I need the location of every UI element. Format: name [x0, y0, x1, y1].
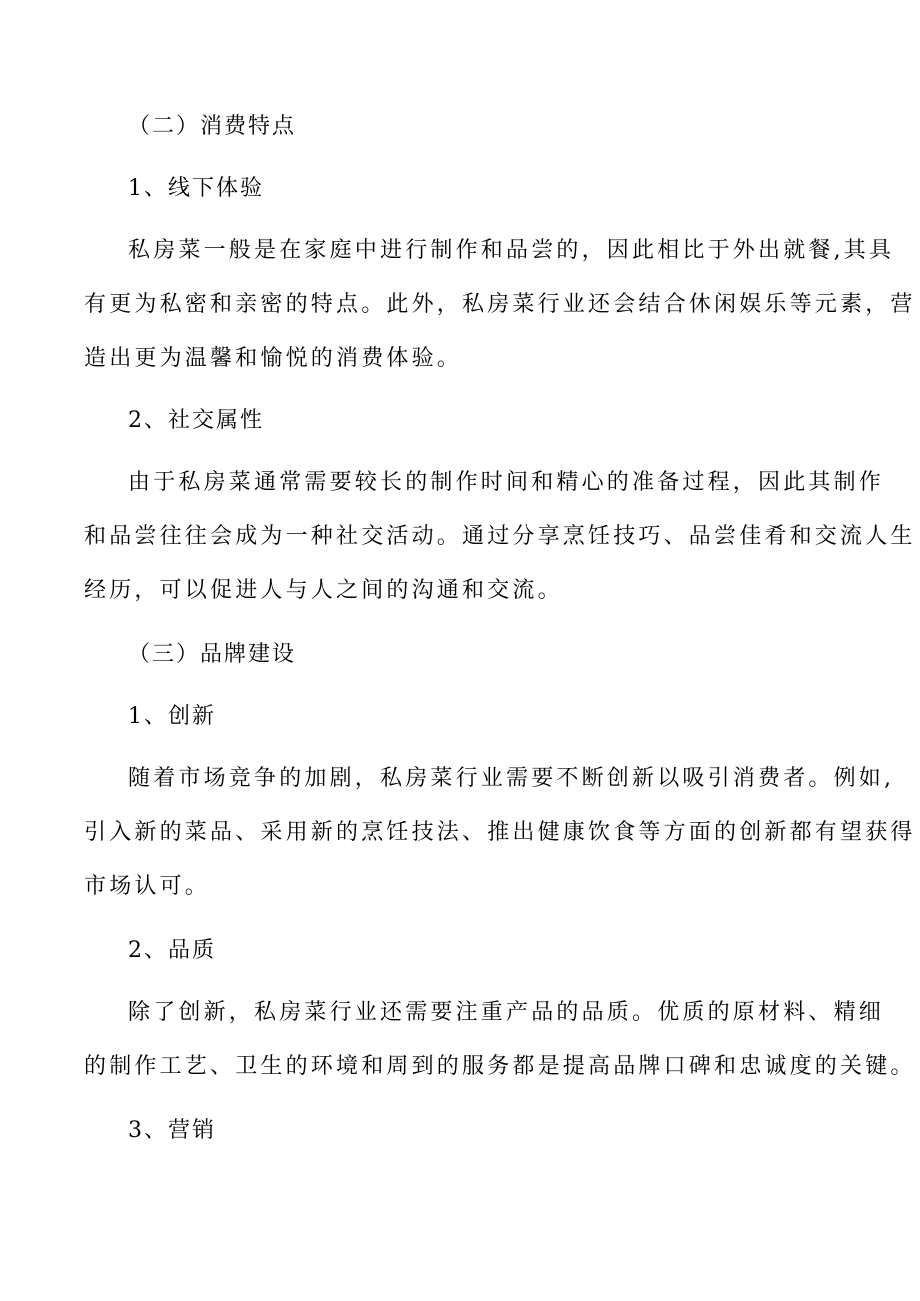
subheading-marketing: 3、营销: [128, 1118, 216, 1143]
paragraph-line: 引入新的菜品、采用新的烹饪技法、推出健康饮食等方面的创新都有望获得: [84, 820, 916, 845]
paragraph-line: 有更为私密和亲密的特点。此外，私房菜行业还会结合休闲娱乐等元素，营: [84, 292, 916, 317]
subheading-innovation: 1、创新: [128, 704, 216, 729]
paragraph-line: 除了创新，私房菜行业还需要注重产品的品质。优质的原材料、精细: [128, 1000, 885, 1025]
paragraph-line: 由于私房菜通常需要较长的制作时间和精心的准备过程，因此其制作: [128, 470, 885, 495]
paragraph-line: 私房菜一般是在家庭中进行制作和品尝的，因此相比于外出就餐,其具: [128, 238, 895, 263]
subheading-quality: 2、品质: [128, 938, 216, 963]
paragraph-line: 造出更为温馨和愉悦的消费体验。: [84, 346, 463, 371]
section-heading-brand: （三）品牌建设: [128, 642, 297, 667]
section-heading-consumption: （二）消费特点: [128, 114, 297, 139]
paragraph-line: 经历，可以促进人与人之间的沟通和交流。: [84, 578, 563, 603]
subheading-offline-experience: 1、线下体验: [128, 176, 264, 201]
paragraph-line: 的制作工艺、卫生的环境和周到的服务都是提高品牌口碑和忠诚度的关键。: [84, 1054, 916, 1079]
paragraph-line: 市场认可。: [84, 874, 211, 899]
paragraph-line: 随着市场竞争的加剧，私房菜行业需要不断创新以吸引消费者。例如,: [128, 766, 895, 791]
subheading-social-attribute: 2、社交属性: [128, 408, 264, 433]
paragraph-line: 和品尝往往会成为一种社交活动。通过分享烹饪技巧、品尝佳肴和交流人生: [84, 524, 916, 549]
